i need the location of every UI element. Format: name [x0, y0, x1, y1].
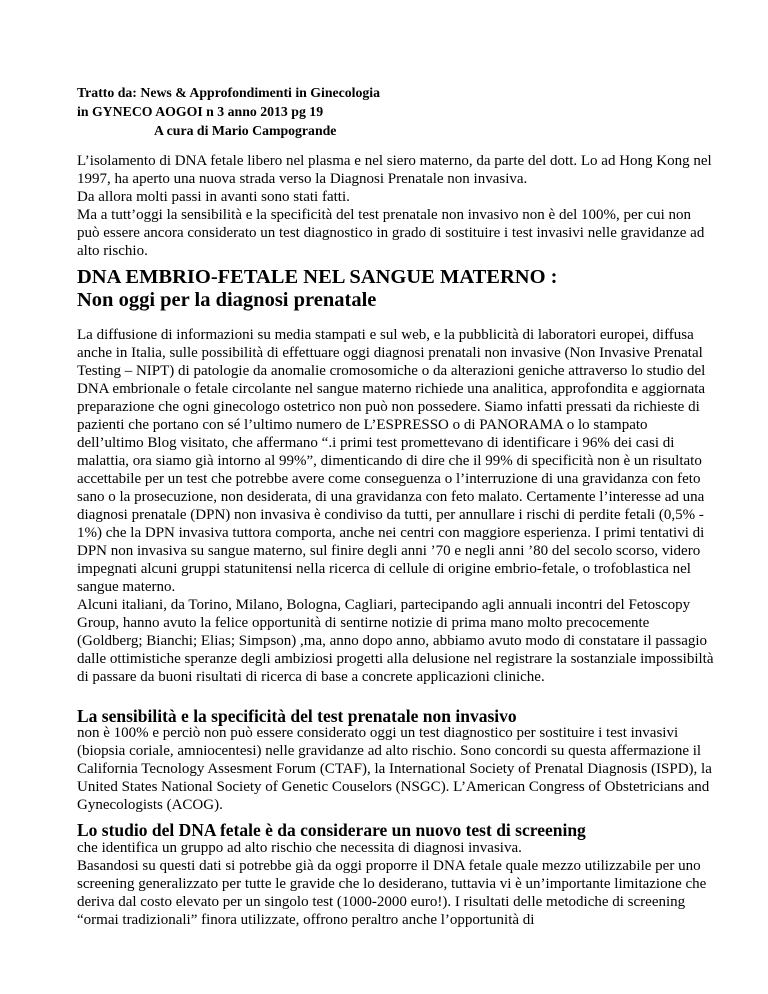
screening-paragraph-2: Basandosi su questi dati si potrebbe già da oggi proporre il DNA fetale quale mezzo utilizzabile per uno screening generalizzato per tutte le gravide che lo desiderano, tuttavia vi è un’importante limitazione che deriva dal costo elevato per un singolo test (1000-2000 euro!). I risultati delle metodiche di screening “ormai tradizionali” finora utilizzate, offrono peraltro anche l’opportunità di [77, 858, 707, 928]
main-body [77, 326, 717, 686]
title-line-2: Non oggi per la diagnosi prenatale [77, 289, 377, 311]
source-line-2: in GYNECO AOGOI n 3 anno 2013 pg 19 [77, 104, 324, 119]
sensitivity-paragraph: non è 100% e perciò non può essere considerato oggi un test diagnostico per sostituire i test invasivi (biopsia coriale, amniocentesi) nelle gravidanze ad alto rischio. Sono concordi su questa affermazione il California Tecnology Assesment Forum (CTAF), la International Society of Prenatal Diagnosis (ISPD), la United States National Society of Genetic Couselors (NSGC). L’American Congress of Obstetricians and Gynecologists (ACOG). [77, 725, 712, 813]
section-heading-screening: Lo studio del DNA fetale è da considerare un nuovo test di screening [77, 820, 586, 840]
source-line-1: Tratto da: News & Approfondimenti in Ginecologia [77, 85, 381, 100]
body-paragraph-1: La diffusione di informazioni su media stampati e sul web, e la pubblicità di laboratori europei, diffusa anche in Italia, sulle possibilità di effettuare oggi diagnosi prenatali non invasive (Non Invasive Prenatal Testing – NIPT) di patologie da anomalie cromosomiche o da alterazioni geniche attraverso lo studio del DNA embrionale o fetale circolante nel sangue materno richiede una analitica, approfondita e aggiornata preparazione che ogni ginecologo ostetrico non può non possedere. Siamo infatti pressati da richieste di pazienti che portano con sé l’ultimo numero de L’ESPRESSO o di PANORAMA o lo stampato dell’ultimo Blog visitato, che affermano “.i primi test promettevano di identificare i 96% dei casi di malattia, ora siamo già intorno al 99%”, dimenticando di dire che il 99% di specificità non è un risultato accettabile per un test che potrebbe avere come conseguenza o l’interruzione di una gravidanza con feto sano o la prosecuzione, non desiderata, di una gravidanza con feto malato. Certamente l’interesse ad una diagnosi prenatale (DPN) non invasiva è condiviso da tutti, per annullare i rischi di perdite fetali (0,5% - 1%) che la DPN invasiva tuttora comporta, anche nei centri con maggiore esperienza. I primi tentativi di DPN non invasiva su sangue materno, sul finire degli anni ’70 e negli anni ’80 del secolo scorso, videro impegnati alcuni gruppi statunitensi nella ricerca di cellule di origine embrio-fetale, o trofoblastica nel sangue materno. [77, 327, 706, 595]
body-paragraph-2: Alcuni italiani, da Torino, Milano, Bologna, Cagliari, partecipando agli annuali incontri del Fetoscopy Group, hanno avuto la felice opportunità di sentirne notizie di prima mano molto precocemente (Goldberg; Bianchi; Elias; Simpson) ,ma, anno dopo anno, abbiamo avuto modo di constatare il passagio dalle ottimistiche speranze degli ambiziosi progetti alla delusione nel registrare la sostanziale impossibiltà di passare da buoni risultati di ricerca di base a concrete applicazioni cliniche. [77, 597, 714, 685]
source-line-3: A cura di Mario Campogrande [154, 123, 337, 138]
section-screening-body [77, 839, 717, 929]
intro-section [77, 152, 717, 260]
section-sensitivity-body [77, 724, 717, 814]
section-heading-sensitivity: La sensibilità e la specificità del test prenatale non invasivo [77, 706, 517, 726]
screening-paragraph-1: che identifica un gruppo ad alto rischio che necessita di diagnosi invasiva. [77, 840, 522, 856]
intro-paragraph-2: Da allora molti passi in avanti sono stati fatti. [77, 189, 350, 205]
intro-paragraph-1: L’isolamento di DNA fetale libero nel plasma e nel siero materno, da parte del dott. Lo ad Hong Kong nel 1997, ha aperto una nuova strada verso la Diagnosi Prenatale non invasiva. [77, 153, 712, 187]
title-line-1: DNA EMBRIO-FETALE NEL SANGUE MATERNO : [77, 266, 558, 288]
intro-paragraph-3: Ma a tutt’oggi la sensibilità e la specificità del test prenatale non invasivo non è del 100%, per cui non può essere ancora considerato un test diagnostico in grado di sostituire i test invasivi nelle gravidanze ad alto rischio. [77, 207, 705, 259]
article-title [77, 266, 737, 312]
source-citation [77, 83, 380, 140]
